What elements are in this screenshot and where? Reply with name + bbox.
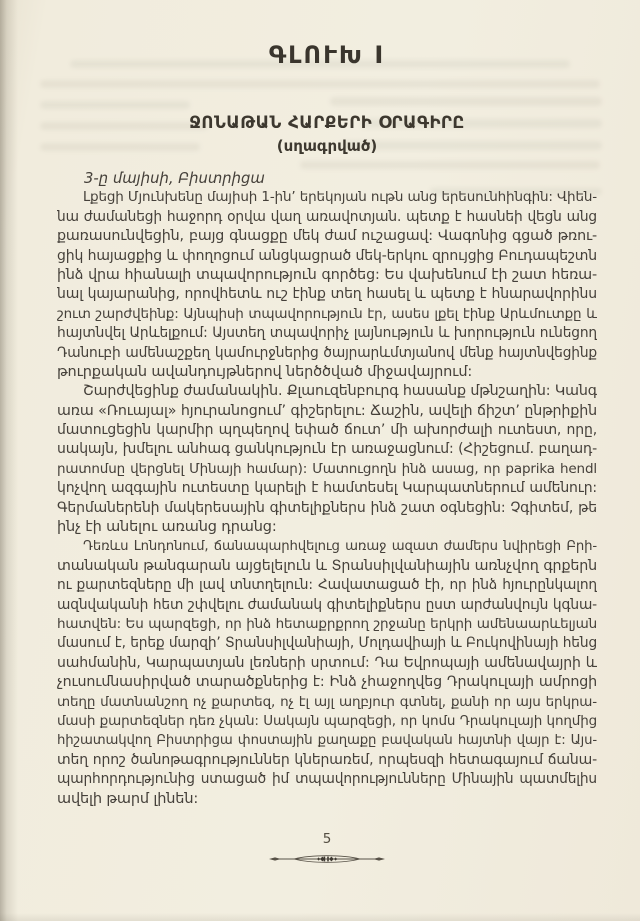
bleed-through-texture [300,161,600,169]
text-line: Գերմաներենի մակերեսային գիտելիքներս ինձ շատ օգնեցին: Չգիտեմ, թե [57,499,597,516]
text-line: մասում է, երեք մարզի’ Տրանսիլվանիայի, Մոլդավիայի և Բուկովինայի հենց [57,635,597,652]
text-line: շուտ շարժվեինք: Այնպիսի տպավորություն էր, ասես լքել էինք Արևմուտքը և [57,305,597,322]
bleed-through-texture [40,80,600,88]
text-line: կոչվող ազգային ուտեստը կարելի է համտեսել Կարպատներում ամենուր: [57,480,597,497]
text-line: մասի քարտեզներ դեռ չկան: Սակայն պարզեցի, որ կոմս Դրակուլայի կողմից [57,712,597,729]
diary-dateline: 3-ը մայիսի, Բիստրիցա [84,170,265,187]
bleed-through-texture [40,101,190,109]
text-line: նալ կայարանից, որովհետև ուշ էինք տեղ հասել և պետք է հնարավորինս [57,286,597,303]
text-line: րատոմսը վերցնել Մինայի համար): Մատուցողն ինձ ասաց, որ paprika hendl [57,460,597,477]
body-text [57,169,597,809]
text-line: չուսումնասիրված տարածքներից է: Ինձ չհաջողվեց Դրակուլայի ամրոցի [57,674,597,691]
text-line: մատուցեցին կարմիր պղպեղով եփած ճուտ’ մի ախորժալի ուտեստ, որը, [57,422,597,439]
text-line: առա «Ռուայալ» հյուրանոցում’ գիշերելու: Ճաշին, ավելի ճիշտ’ ընթրիքին [57,402,597,419]
page-left-edge-shadow [0,0,18,921]
page-bottom-edge-shadow [0,913,640,921]
text-line: տեղ որոշ ծանոթագրություններ կներառեմ, որպեսզի հետագայում ճանա- [57,751,597,768]
text-line: տեղը մատնանշող ոչ քարտեզ, ոչ էլ այլ աղբյուր գտնել, քանի որ այս երկրա- [57,693,597,710]
text-line: ցիկ հայացքից և փողոցում անցկացրած մեկ-երկու զրույցից Բուդապեշտն [57,247,597,264]
text-line: տանական թանգարան այցելելուն և Տրանսիլվանիային առնչվող գրքերն [57,557,597,574]
text-line: ավելի թարմ լինեն: [57,790,199,807]
text-line: ինչ էի անելու առանց դրանց: [57,519,277,536]
text-line: Շարժվեցինք ժամանակին. Քլաուզենբուրգ հասանք մթնշաղին: Կանգ [83,383,597,400]
section-title: ՋՈՆԱԹԱՆ ՀԱՐՔԵՐԻ ՕՐԱԳԻՐԸ [189,113,465,132]
text-line: նա ժամանեցի հաջորդ օրվա վաղ առավոտյան. պետք է հասնեի վեցն անց [57,208,597,225]
paragraph [57,382,597,537]
bleed-through-texture [330,97,602,106]
text-line: Դեռևս Լոնդոնում, ճանապարհվելուց առաջ ազատ ժամերս նվիրեցի Բրի- [83,539,597,555]
text-line: ու քարտեզները մի լավ տնտղելուն: Հավատացած էի, որ ինձ հյուրընկալող [57,577,597,594]
text-line: սահմանին, Կարպատյան լեռների սրտում: Դա Եվրոպայի ամենավայրի և [57,654,597,671]
text-line: Լքեցի Մյունխենը մայիսի 1-ին’ երեկոյան ութն անց երեսունհինգին: Վիեն- [83,189,597,206]
footer-ornament-icon [57,852,597,871]
page-number: 5 [322,831,332,847]
text-line: Դանուբի ամենաշքեղ կամուրջներից ծայրարևմտյանով մենք հայտնվեցինք [57,344,597,361]
paragraph [57,188,597,382]
text-line: ինձ վրա հիանալի տպավորություն գործեց: Ես վախենում էի շատ հեռա- [57,266,597,283]
text-line: սակայն, խմելու անհագ ցանկություն էր առաջացնում: (Հիշեցում. բաղադ- [57,441,597,458]
text-line: պարհորդությունից ստացած իմ տպավորությունները Մինային պատմելիս [57,771,597,788]
text-line: հատվեն: Ես պարզեցի, որ ինձ հետաքրքրող շրջանը երկրի ամենաարևելյան [57,615,597,632]
section-subtitle: (սղագրված) [276,137,378,155]
paragraph [57,537,597,808]
chapter-title: ԳԼՈՒԽ I [268,41,386,69]
text-line: թուրքական ավանդույթներով ներծծված միջավայրում: [57,363,473,380]
text-line: քառասունվեցին, բայց գնացքը մեկ ժամ ուշացավ: Վագոնից գցած թռու- [57,228,597,245]
text-line: հայտնվել Արևելքում: Այստեղ տպավորիչ լայնություն և խորություն ունեցող [57,325,597,342]
text-line: հիշատակվող Բիստրիցա փոստային քաղաքը բավական հայտնի վայր է: Այս- [57,733,597,749]
text-line: ազնվականի հետ շփվելու ժամանակ գիտելիքներս ըստ արժանվույն կգնա- [57,596,597,613]
